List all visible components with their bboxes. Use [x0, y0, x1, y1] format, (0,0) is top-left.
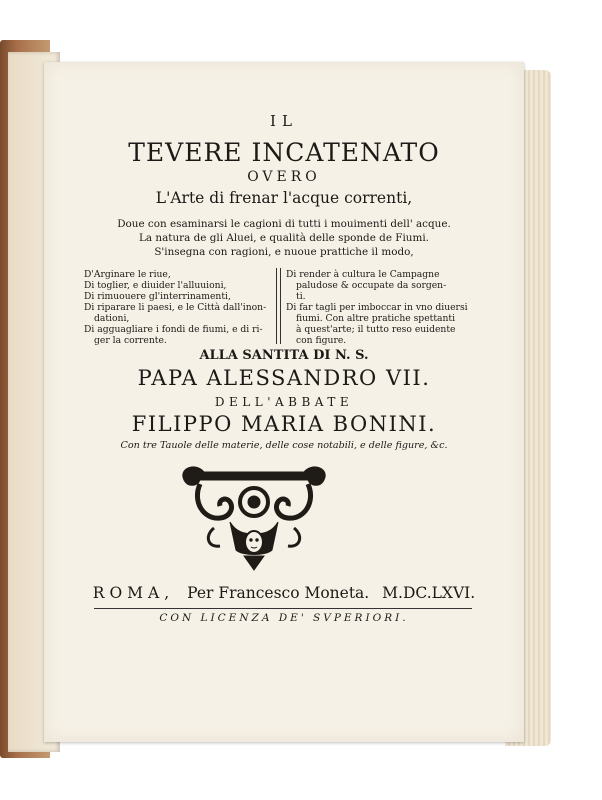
imprint-year: M.DC.LXVI.	[382, 584, 476, 602]
imprint-rule	[94, 608, 472, 609]
overo-line: OVERO	[247, 169, 321, 185]
by-line: DELL'ABBATE	[214, 395, 354, 409]
left-column-line: D'Arginare le riue,	[84, 269, 171, 280]
imprint-city: ROMA,	[92, 584, 175, 602]
right-column-line: Di far tagli per imboccar in vno diuersi	[286, 302, 468, 313]
right-column-line: à quest'arte; il tutto reso euidente	[296, 324, 456, 335]
left-column-line: Di riparare li paesi, e le Città dall'inon-	[84, 302, 267, 313]
left-column-line: Di rimuouere gl'interrinamenti,	[84, 291, 231, 302]
right-column	[286, 269, 468, 346]
left-column-line: dationi,	[94, 313, 130, 324]
description-line-2: La natura de gli Aluei, e qualità delle sponde de Fiumi.	[139, 232, 429, 244]
right-column-line: fiumi. Con altre pratiche spettanti	[296, 313, 456, 324]
description-line-3: S'insegna con ragioni, e nuoue prattiche il modo,	[154, 246, 414, 258]
subtitle: L'Arte di frenar l'acque correnti,	[155, 189, 413, 207]
pope-name: PAPA ALESSANDRO VII.	[137, 366, 431, 390]
title-page	[44, 62, 524, 742]
license-line: CON LICENZA DE' SVPERIORI.	[159, 612, 409, 624]
tables-note: Con tre Tauole delle materie, delle cose notabili, e delle figure, &c.	[120, 440, 448, 451]
title-il: IL	[270, 112, 298, 130]
main-title: TEVERE INCATENATO	[128, 138, 440, 167]
left-column-line: Di agguagliare i fondi de fiumi, e di ri-	[84, 324, 263, 335]
right-column-line: ti.	[296, 291, 306, 302]
imprint-line	[44, 584, 524, 602]
dedication: ALLA SANTITA DI N. S.	[199, 348, 369, 363]
printers-device-cartouche-icon	[174, 462, 334, 572]
author-name: FILIPPO MARIA BONINI.	[131, 412, 437, 436]
right-column-line: con figure.	[296, 335, 347, 346]
imprint-printer: Per Francesco Moneta.	[187, 584, 370, 602]
right-column-line: Di render à cultura le Campagne	[286, 269, 440, 280]
description-line-1: Doue con esaminarsi le cagioni di tutti i mouimenti dell' acque.	[117, 218, 451, 230]
column-divider	[276, 268, 281, 344]
left-column-line: ger la corrente.	[94, 335, 167, 346]
right-column-line: paludose & occupate da sorgen-	[296, 280, 447, 291]
left-column-line: Di toglier, e diuider l'alluuioni,	[84, 280, 227, 291]
left-column	[84, 269, 266, 346]
